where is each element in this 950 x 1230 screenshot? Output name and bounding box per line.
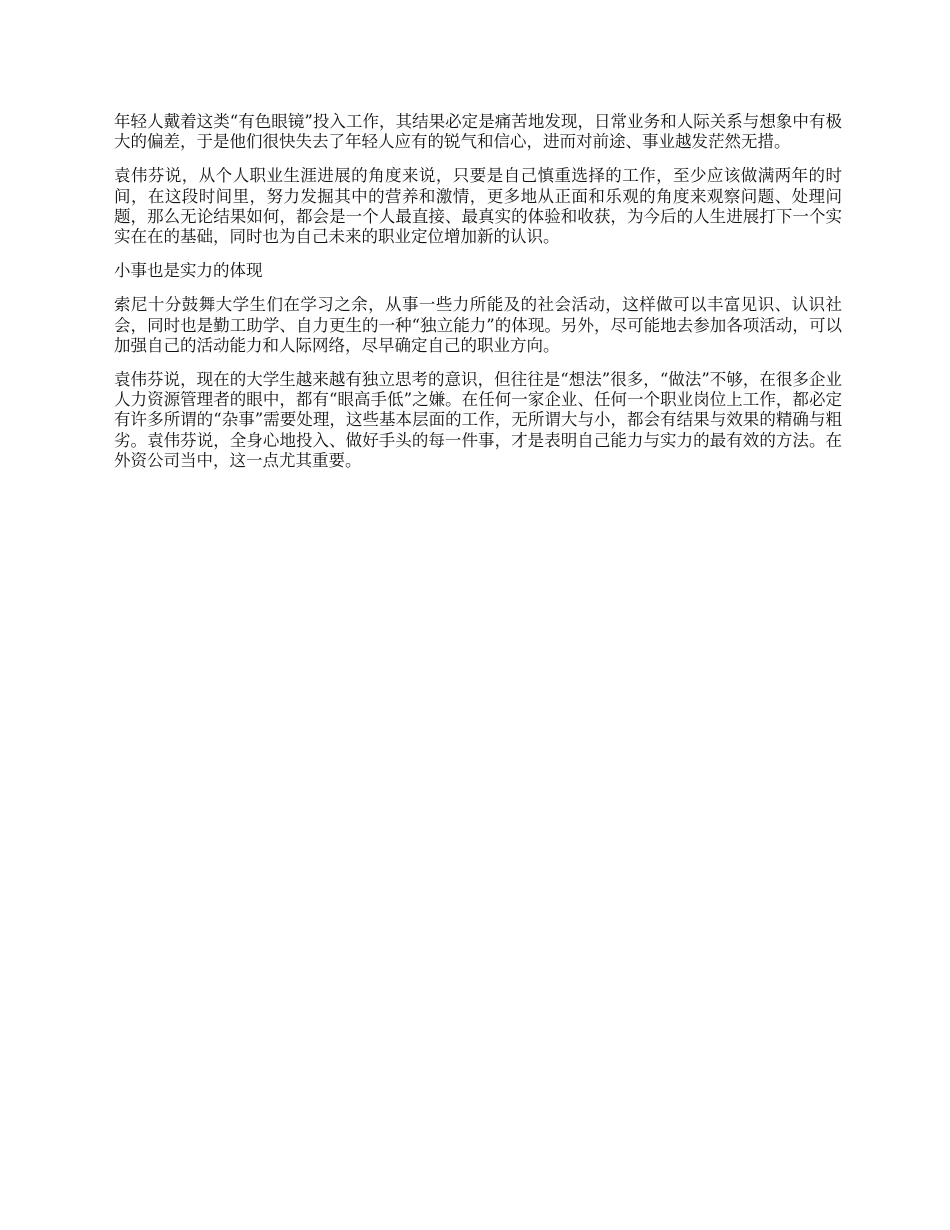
paragraph-1: 年轻人戴着这类“有色眼镜”投入工作，其结果必定是痛苦地发现，日常业务和人际关系与想象中有极大的偏差，于是他们很快失去了年轻人应有的锐气和信心，进而对前途、事业越发茫然无措。 (114, 112, 842, 152)
section-heading: 小事也是实力的体现 (114, 261, 263, 281)
document-body (114, 112, 842, 485)
paragraph-3: 索尼十分鼓舞大学生们在学习之余，从事一些力所能及的社会活动，这样做可以丰富见识、认识社会，同时也是勤工助学、自力更生的一种“独立能力”的体现。另外，尽可能地去参加各项活动，可以加强自己的活动能力和人际网络，尽早确定自己的职业方向。 (114, 295, 842, 355)
paragraph-2: 袁伟芬说，从个人职业生涯进展的角度来说，只要是自己慎重选择的工作，至少应该做满两年的时间，在这段时间里，努力发掘其中的营养和激情，更多地从正面和乐观的角度来观察问题、处理问题，那么无论结果如何，都会是一个人最直接、最真实的体验和收获，为今后的人生进展打下一个实实在在的基础，同时也为自己未来的职业定位增加新的认识。 (114, 166, 842, 247)
paragraph-4: 袁伟芬说，现在的大学生越来越有独立思考的意识，但往往是“想法”很多，“做法”不够，在很多企业人力资源管理者的眼中，都有“眼高手低”之嫌。在任何一家企业、任何一个职业岗位上工作，都必定有许多所谓的“杂事”需要处理，这些基本层面的工作，无所谓大与小，都会有结果与效果的精确与粗劣。袁伟芬说，全身心地投入、做好手头的每一件事，才是表明自己能力与实力的最有效的方法。在外资公司当中，这一点尤其重要。 (114, 370, 842, 470)
